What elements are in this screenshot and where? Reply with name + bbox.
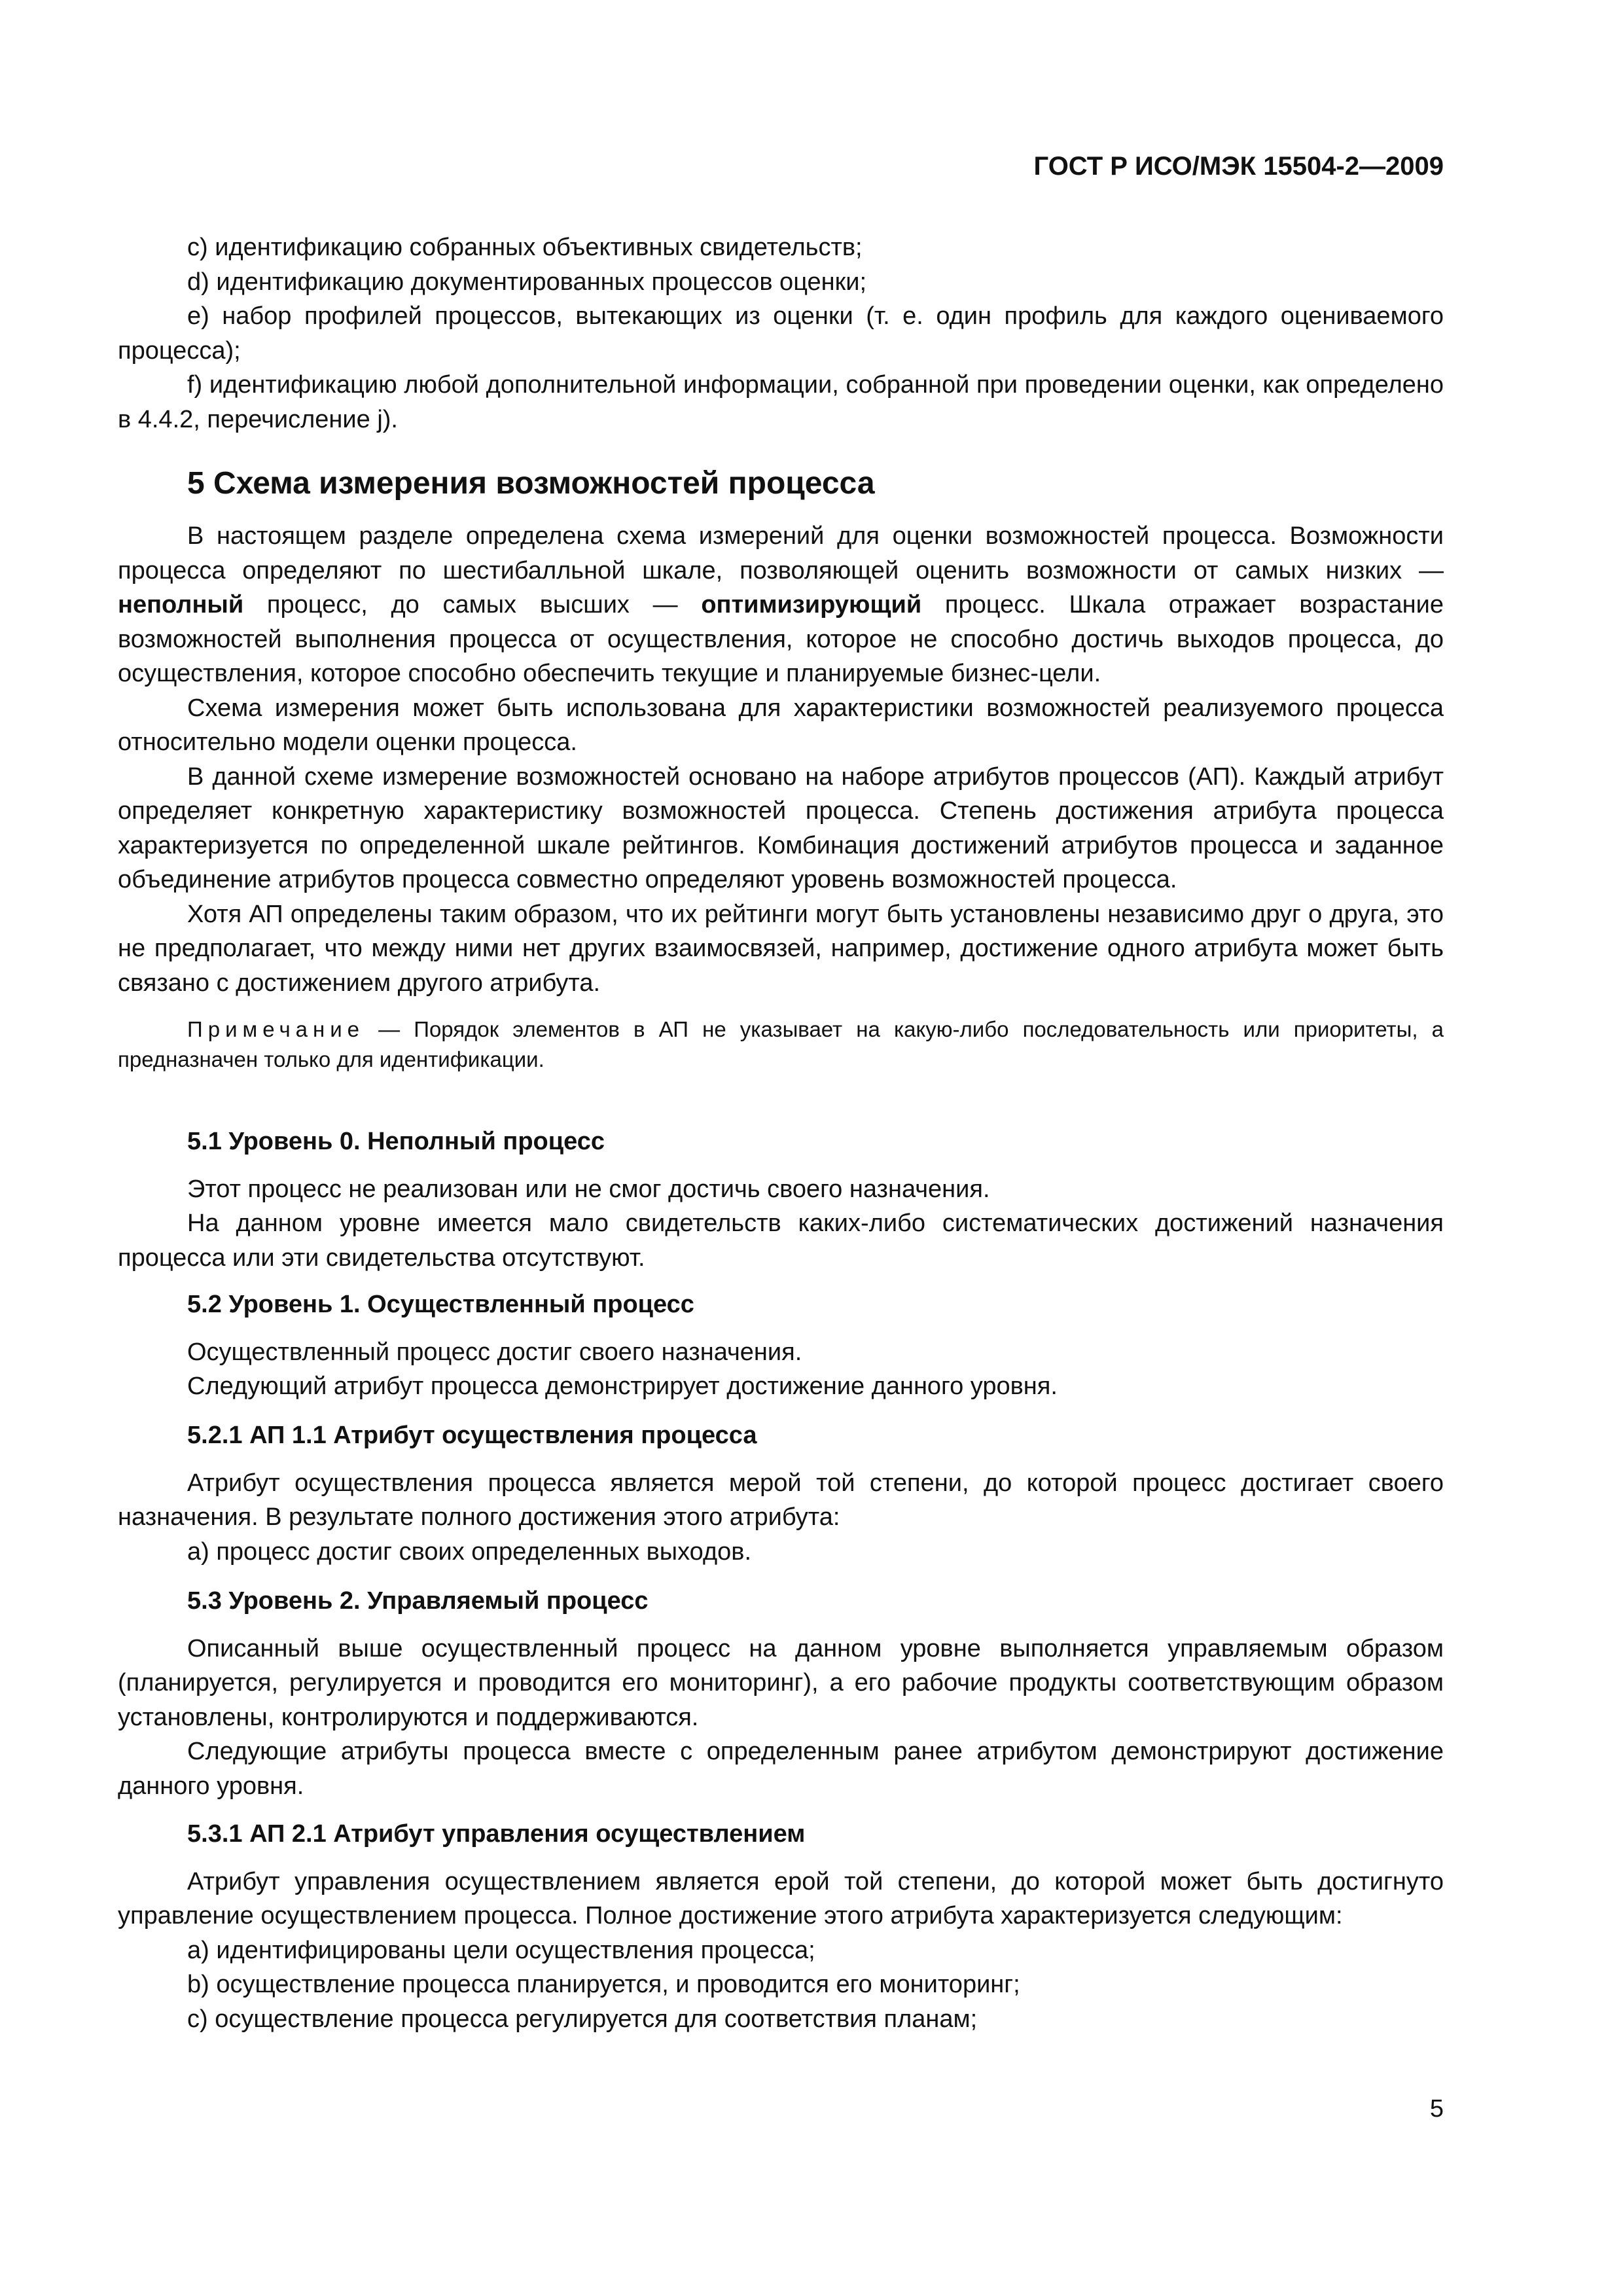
paragraph: Осуществленный процесс достиг своего назначения.: [187, 1338, 802, 1366]
page-number: 5: [1429, 2095, 1444, 2123]
list-item: c) идентификацию собранных объективных свидетельств;: [187, 234, 863, 261]
paragraph: Атрибут управления осуществлением является ерой той степени, до которой может быть достигнуто управление осуществлением процесса. Полное достижение этого атрибута характеризуется следующим:: [118, 1867, 1444, 1929]
paragraph: Этот процесс не реализован или не смог достичь своего назначения.: [187, 1175, 990, 1203]
subsection-heading: 5.1 Уровень 0. Неполный процесс: [187, 1128, 605, 1155]
subsection-heading: 5.2.1 АП 1.1 Атрибут осуществления процесса: [187, 1422, 757, 1449]
paragraph: В данной схеме измерение возможностей основано на наборе атрибутов процессов (АП). Каждый атрибут определяет конкретную характеристику возможностей процесса. Степень достижения атрибута процесса характеризуется по определенной шкале рейтингов. Комбинация достижений атрибутов процесса и заданное объединение атрибутов процесса совместно определяют уровень возможностей процесса.: [118, 762, 1444, 893]
paragraph: Схема измерения может быть использована для характеристики возможностей реализуемого процесса относительно модели оценки процесса.: [118, 694, 1444, 756]
list-item: c) осуществление процесса регулируется для соответствия планам;: [187, 2005, 978, 2033]
document-header: ГОСТ Р ИСО/МЭК 15504-2—2009: [1033, 152, 1444, 181]
list-item: a) процесс достиг своих определенных выходов.: [187, 1537, 752, 1566]
subsection-heading: 5.3.1 АП 2.1 Атрибут управления осуществлением: [187, 1820, 806, 1848]
section-5-3: [118, 1584, 1444, 1803]
paragraph: В настоящем разделе определена схема измерений для оценки возможностей процесса. Возможности процесса определяют по шестибалльной шкале, позволяющей оценить возможности от самых низких — неполный процесс, до самых высших — оптимизирующий процесс. Шкала отражает возрастание возможностей выполнения процесса от осуществления, которое не способно достичь выходов процесса, до осуществления, которое способно обеспечить текущие и планируемые бизнес-цели.: [118, 522, 1444, 687]
subsection-heading: 5.3 Уровень 2. Управляемый процесс: [187, 1587, 649, 1615]
paragraph: Описанный выше осуществленный процесс на данном уровне выполняется управляемым образом (планируется, регулируется и проводится его мониторинг), а его рабочие продукты соответствующим образом установлены, контролируются и поддерживаются.: [118, 1634, 1444, 1731]
paragraph: На данном уровне имеется мало свидетельств каких-либо систематических достижений назначения процесса или эти свидетельства отсутствуют.: [118, 1210, 1444, 1272]
note-label: Примечание: [187, 1017, 365, 1041]
paragraph: Следующий атрибут процесса демонстрирует достижение данного уровня.: [187, 1372, 1058, 1400]
list-item: a) идентифицированы цели осуществления процесса;: [187, 1936, 815, 1964]
intro-list: [118, 230, 1444, 437]
paragraph: Следующие атрибуты процесса вместе с определенным ранее атрибутом демонстрируют достижение данного уровня.: [118, 1738, 1444, 1800]
paragraph: Атрибут осуществления процесса является мерой той степени, до которой процесс достигает своего назначения. В результате полного достижения этого атрибута:: [118, 1469, 1444, 1531]
subsection-heading: 5.2 Уровень 1. Осуществленный процесс: [187, 1291, 694, 1318]
list-item: e) набор профилей процессов, вытекающих из оценки (т. е. один профиль для каждого оцениваемого процесса);: [118, 302, 1444, 365]
section-5-2-1: [118, 1418, 1444, 1569]
section-5-2: [118, 1287, 1444, 1404]
paragraph: Хотя АП определены таким образом, что их рейтинги могут быть установлены независимо друг о друга, это не предполагает, что между ними нет других взаимосвязей, например, достижение одного атрибута может быть связано с достижением другого атрибута.: [118, 900, 1444, 997]
list-item: f) идентификацию любой дополнительной информации, собранной при проведении оценки, как определено в 4.4.2, перечисление j).: [118, 371, 1444, 433]
list-item: b) осуществление процесса планируется, и проводится его мониторинг;: [187, 1971, 1020, 1998]
section-5-3-1: [118, 1817, 1444, 2036]
section-5-1: [118, 1124, 1444, 1275]
list-item: d) идентификацию документированных процессов оценки;: [187, 268, 867, 296]
section-5: [118, 463, 1444, 1075]
section-heading: 5 Схема измерения возможностей процесса: [187, 466, 875, 501]
note: Примечание — Порядок элементов в АП не указывает на какую-либо последовательность или приоритеты, а предназначен только для идентификации.: [118, 1017, 1444, 1071]
